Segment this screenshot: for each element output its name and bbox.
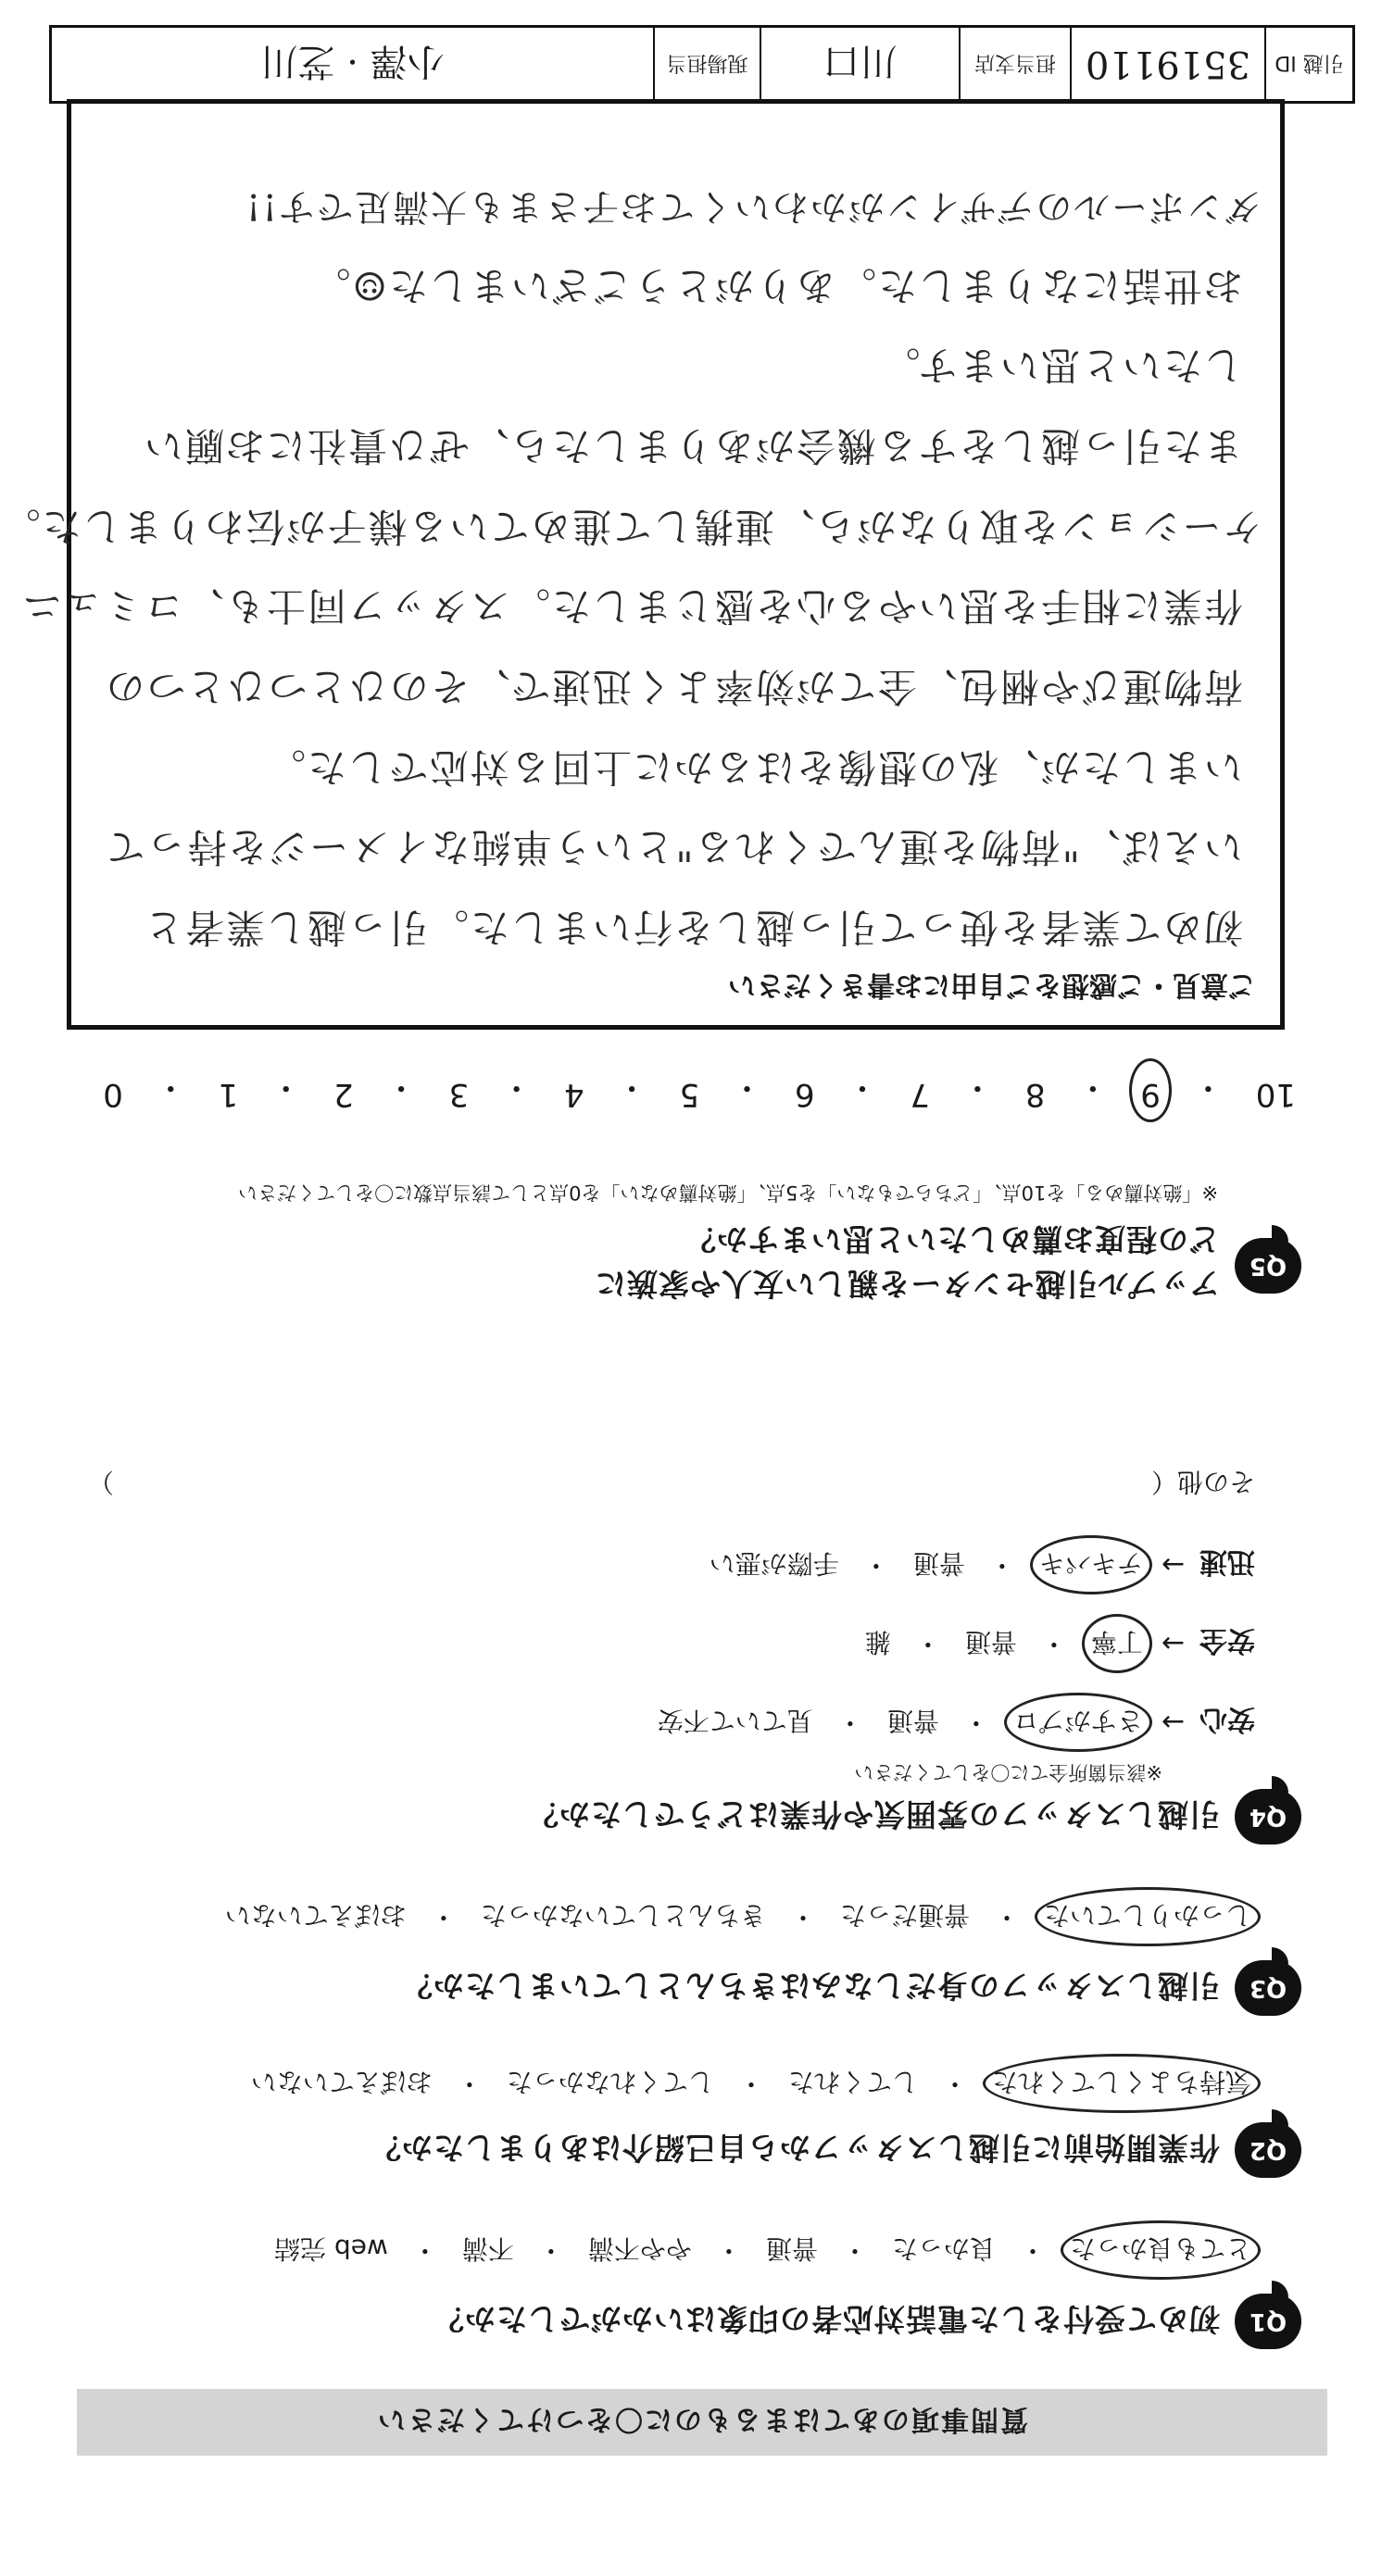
comment-line: ダンボールのデザインがかわいくてお子さまも大満足です!! xyxy=(244,185,1262,227)
q5-scale: 10 ・ 9 ・ 8 ・ 7 ・ 6 ・ 5 ・ 4 ・ 3 ・ 2 ・ 1 ・ 0 xyxy=(97,1068,1301,1113)
scale-7[interactable]: 7 xyxy=(910,1076,931,1113)
id-table xyxy=(49,25,1355,104)
q4-anshin-option-3[interactable]: 見ていて不安 xyxy=(657,1706,813,1736)
comment-line: いましたが、私の想像をはるかに上回る対応でした。 xyxy=(264,744,1243,790)
q4-note: ※該当箇所全てに〇をしてください xyxy=(854,1761,1162,1783)
scale-6[interactable]: 6 xyxy=(794,1076,815,1113)
q4-other-row xyxy=(88,1465,1255,1502)
q1-option-1[interactable]: とても良かった xyxy=(1066,2230,1255,2270)
q5-question-line1: アップル引越センターを親しい友人や家族に xyxy=(594,1266,1220,1302)
arrow-icon: → xyxy=(1161,1627,1185,1660)
q2-options: 気持ちよくしてくれた ・ してくれた ・ してくれなかった ・ おぼえていない xyxy=(247,2063,1255,2104)
comment-title: ご意見・ご感想をご自由にお書きください xyxy=(728,969,1256,1001)
q4-anzen-option-1[interactable]: 丁寧 xyxy=(1087,1623,1147,1664)
q5-question-line2: どの程度お薦めしたいと思いますか？ xyxy=(684,1221,1220,1257)
arrow-icon: → xyxy=(1161,1548,1185,1582)
q1-option-5[interactable]: 不満 xyxy=(461,2233,514,2264)
move-id-value: 3519110 xyxy=(1070,28,1264,101)
q1-option-4[interactable]: やや不満 xyxy=(587,2233,692,2264)
move-id-label: 引越 ID xyxy=(1264,28,1352,101)
q1-badge: Q1 xyxy=(1235,2294,1301,2349)
scale-1[interactable]: 1 xyxy=(218,1076,239,1113)
comment-box[interactable] xyxy=(0,99,1285,1030)
q4-row-label: 迅速 xyxy=(1199,1545,1255,1578)
q2-badge: Q2 xyxy=(1235,2122,1301,2178)
q3-badge: Q3 xyxy=(1235,1960,1301,2016)
scale-5[interactable]: 5 xyxy=(679,1076,700,1113)
q4-row-label: 安全 xyxy=(1199,1624,1255,1657)
q4-jinsoku-option-2[interactable]: 普通 xyxy=(912,1548,965,1579)
q1-question: 初めて受付をした電話対応者の印象はいかがでしたか？ xyxy=(433,2301,1220,2337)
q4-anzen-option-3[interactable]: 雑 xyxy=(864,1627,891,1657)
instruction-header xyxy=(77,2389,1327,2456)
instruction-text: 質問事項のあてはまるものに〇をつけてください xyxy=(376,2403,1028,2435)
q4-row-anshin: 安心 → さすがプロ ・ 普通 ・ 見ていて不安 xyxy=(654,1702,1255,1743)
q2-question: 作業開始前に引越しスタッフから自己紹介はありましたか？ xyxy=(370,2130,1220,2166)
comment-line: いえば、"荷物を運んでくれる"という単純なイメージを持って xyxy=(104,824,1243,869)
comment-line: お世話になりました。ありがとうございました☺。 xyxy=(309,263,1243,308)
comment-line: 作業に相手を思いやる心を感じました。スタッフ同士も、コミュニ xyxy=(20,583,1243,629)
q4-badge: Q4 xyxy=(1235,1789,1301,1844)
q4-anshin-option-2[interactable]: 普通 xyxy=(886,1706,939,1736)
comment-line: したいと思います。 xyxy=(879,343,1243,388)
q1-option-3[interactable]: 普通 xyxy=(765,2233,818,2264)
q4-row-jinsoku: 迅速 → テキパキ ・ 普通 ・ 手際が悪い xyxy=(706,1544,1255,1585)
q1-option-6[interactable]: web 完結 xyxy=(274,2233,388,2264)
scale-8[interactable]: 8 xyxy=(1024,1076,1046,1113)
scale-10[interactable]: 10 xyxy=(1255,1076,1296,1113)
q4-row-anzen: 安全 → 丁寧 ・ 普通 ・ 雑 xyxy=(861,1623,1255,1664)
q5-badge: Q5 xyxy=(1235,1238,1301,1294)
comment-line: ケーションを取りながら、連携して進めている様子が伝わりました。 xyxy=(0,504,1262,549)
comment-line: 初めて業者を使って引っ越しを行いました。引っ越し業者と xyxy=(142,905,1243,950)
q2-option-1[interactable]: 気持ちよくしてくれた xyxy=(988,2063,1255,2104)
q3-option-1[interactable]: しっかりしていた xyxy=(1040,1896,1255,1937)
q1-options: とても良かった ・ 良かった ・ 普通 ・ やや不満 ・ 不満 ・ web 完結 xyxy=(270,2230,1255,2270)
q3-option-3[interactable]: きちんとしていなかった xyxy=(480,1900,766,1931)
q4-jinsoku-option-3[interactable]: 手際が悪い xyxy=(709,1548,839,1579)
scale-2[interactable]: 2 xyxy=(333,1076,354,1113)
q3-options: しっかりしていた ・ 普通だった ・ きちんとしていなかった ・ おぼえていない xyxy=(221,1896,1255,1937)
branch-value: 川口 xyxy=(760,28,959,101)
arrow-icon: → xyxy=(1161,1706,1185,1739)
q4-anzen-option-2[interactable]: 普通 xyxy=(964,1627,1017,1657)
staff-label: 現場担当 xyxy=(653,28,760,101)
q4-anshin-option-1[interactable]: さすがプロ xyxy=(1010,1702,1147,1743)
q3-question: 引越しスタッフの身だしなみはきちんとしていましたか？ xyxy=(401,1968,1220,2004)
q4-other-label: その他（ xyxy=(1150,1467,1255,1497)
scale-4[interactable]: 4 xyxy=(564,1076,584,1113)
staff-value: 小澤 · 芝川 xyxy=(260,40,445,82)
q4-other-close: ） xyxy=(88,1467,115,1497)
branch-label: 担当支店 xyxy=(959,28,1070,101)
q1-option-2[interactable]: 良かった xyxy=(891,2233,996,2264)
q2-option-4[interactable]: おぼえていない xyxy=(250,2067,433,2097)
q4-question: 引越しスタッフの雰囲気や作業はどうでしたか？ xyxy=(527,1796,1220,1832)
comment-line: また引っ越しをする機会がありましたら、ぜひ貴社にお願い xyxy=(142,423,1243,469)
comment-line: 荷物運びや梱包、全てが効率よく迅速で、そのひとつひとつの xyxy=(104,664,1243,709)
q2-option-3[interactable]: してくれなかった xyxy=(506,2067,714,2097)
q3-option-2[interactable]: 普通だった xyxy=(839,1900,970,1931)
scale-0[interactable]: 0 xyxy=(103,1076,123,1113)
scale-9[interactable]: 9 xyxy=(1135,1068,1166,1113)
q3-option-4[interactable]: おぼえていない xyxy=(224,1900,407,1931)
scale-3[interactable]: 3 xyxy=(448,1076,470,1113)
q2-option-2[interactable]: してくれた xyxy=(787,2067,918,2097)
q5-note: ※「絶対薦める」を10点、「どちらでもない」を5点、「絶対薦めない」を0点として該当点数に〇をしてください xyxy=(238,1182,1218,1204)
q4-jinsoku-option-1[interactable]: テキパキ xyxy=(1036,1544,1147,1585)
q4-row-label: 安心 xyxy=(1199,1703,1255,1735)
